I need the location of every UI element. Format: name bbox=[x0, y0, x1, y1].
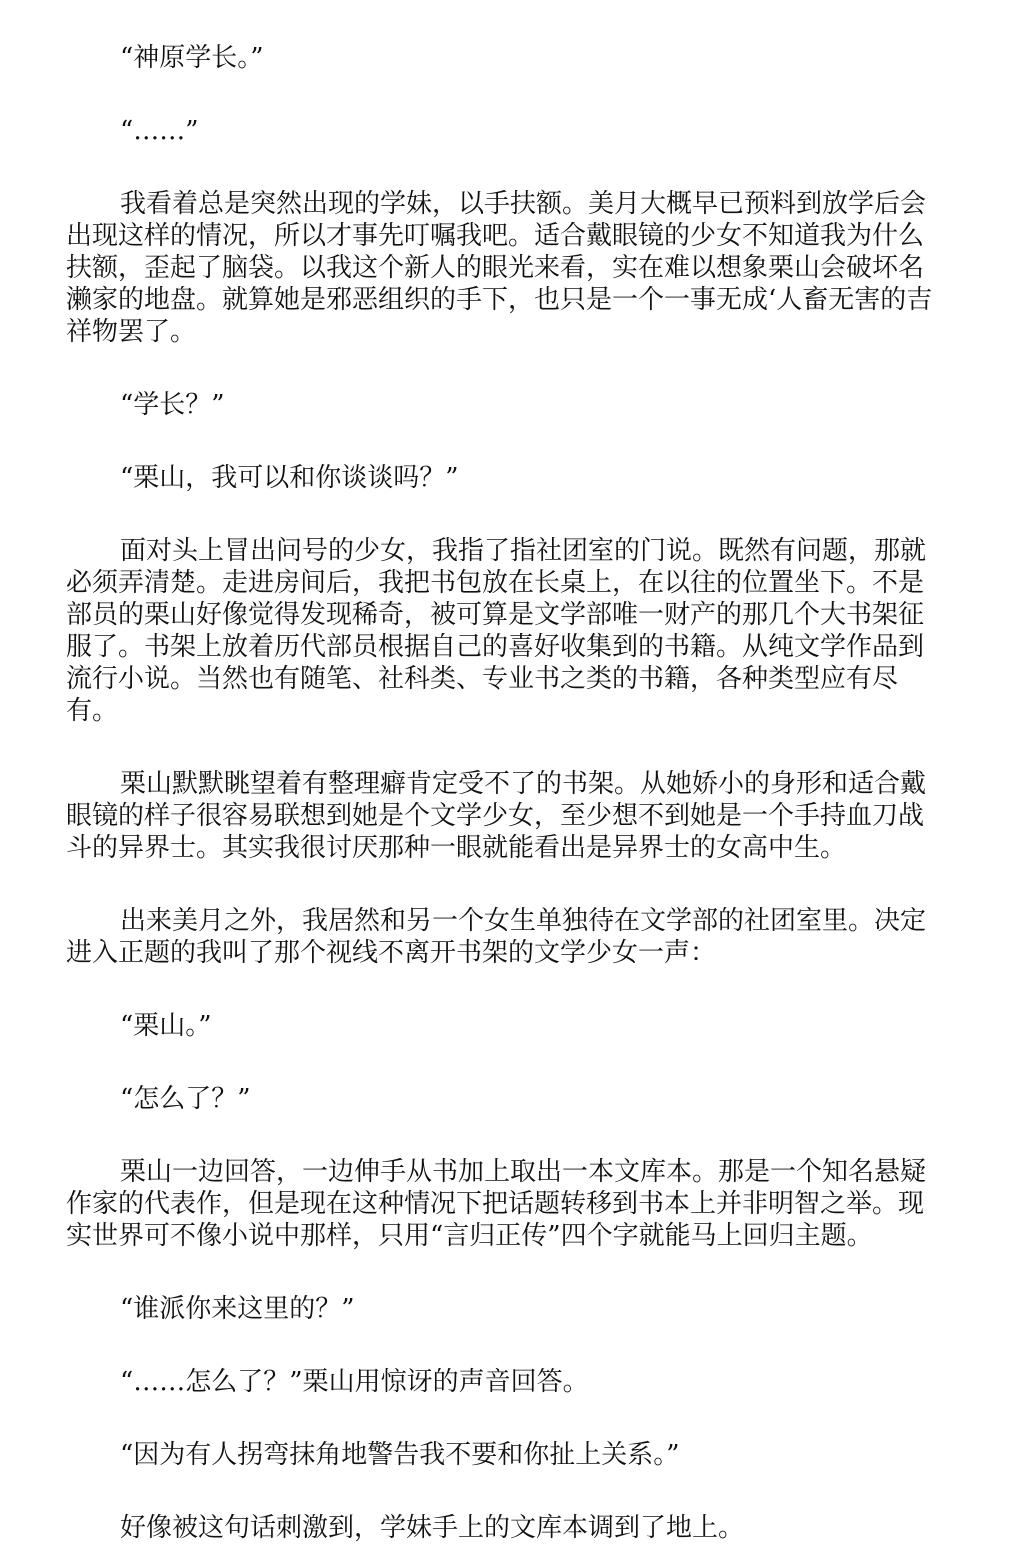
paragraph-1: “神原学长。” bbox=[120, 43, 264, 73]
paragraph-14: “因为有人拐弯抹角地警告我不要和你扯上关系。” bbox=[120, 1440, 680, 1470]
paragraph-7: 栗山默默眺望着有整理癖肯定受不了的书架。从她娇小的身形和适合戴眼镜的样子很容易联想到她是个文学少女，至少想不到她是一个手持血刀战斗的异界士。其实我很讨厌那种一眼就能看出是异界士的女高中生。 bbox=[66, 769, 927, 863]
paragraph-4: “学长？” bbox=[120, 390, 225, 420]
paragraph-9: “栗山。” bbox=[120, 1011, 212, 1041]
paragraph-10: “怎么了？” bbox=[120, 1084, 251, 1114]
paragraph-3: 我看着总是突然出现的学妹，以手扶额。美月大概早已预料到放学后会出现这样的情况，所以才事先叮嘱我吧。适合戴眼镜的少女不知道我为什么扶额，歪起了脑袋。以我这个新人的眼光来看，实在难以想象栗山会破坏名濑家的地盘。就算她是邪恶组织的手下，也只是一个一事无成‘人畜无害的吉祥物罢了。 bbox=[66, 189, 933, 347]
paragraph-12: “谁派你来这里的？” bbox=[120, 1294, 355, 1324]
paragraph-11: 栗山一边回答，一边伸手从书加上取出一本文库本。那是一个知名悬疑作家的代表作，但是现在这种情况下把话题转移到书本上并非明智之举。现实世界可不像小说中那样，只用“言归正传”四个字就能马上回归主题。 bbox=[66, 1157, 927, 1251]
paragraph-8: 出来美月之外，我居然和另一个女生单独待在文学部的社团室里。决定进入正题的我叫了那个视线不离开书架的文学少女一声： bbox=[66, 906, 927, 968]
paragraph-5: “栗山，我可以和你谈谈吗？” bbox=[120, 463, 459, 493]
paragraph-15: 好像被这句话刺激到，学妹手上的文库本调到了地上。 bbox=[120, 1513, 745, 1543]
paragraph-13: “……怎么了？”栗山用惊讶的声音回答。 bbox=[120, 1367, 589, 1397]
paragraph-2: “……” bbox=[120, 116, 199, 146]
paragraph-6: 面对头上冒出问号的少女，我指了指社团室的门说。既然有问题，那就必须弄清楚。走进房间后，我把书包放在长桌上，在以往的位置坐下。不是部员的栗山好像觉得发现稀奇，被可算是文学部唯一财产的那几个大书架征服了。书架上放着历代部员根据自己的喜好收集到的书籍。从纯文学作品到流行小说。当然也有随笔、社科类、专业书之类的书籍，各种类型应有尽有。 bbox=[66, 536, 927, 726]
